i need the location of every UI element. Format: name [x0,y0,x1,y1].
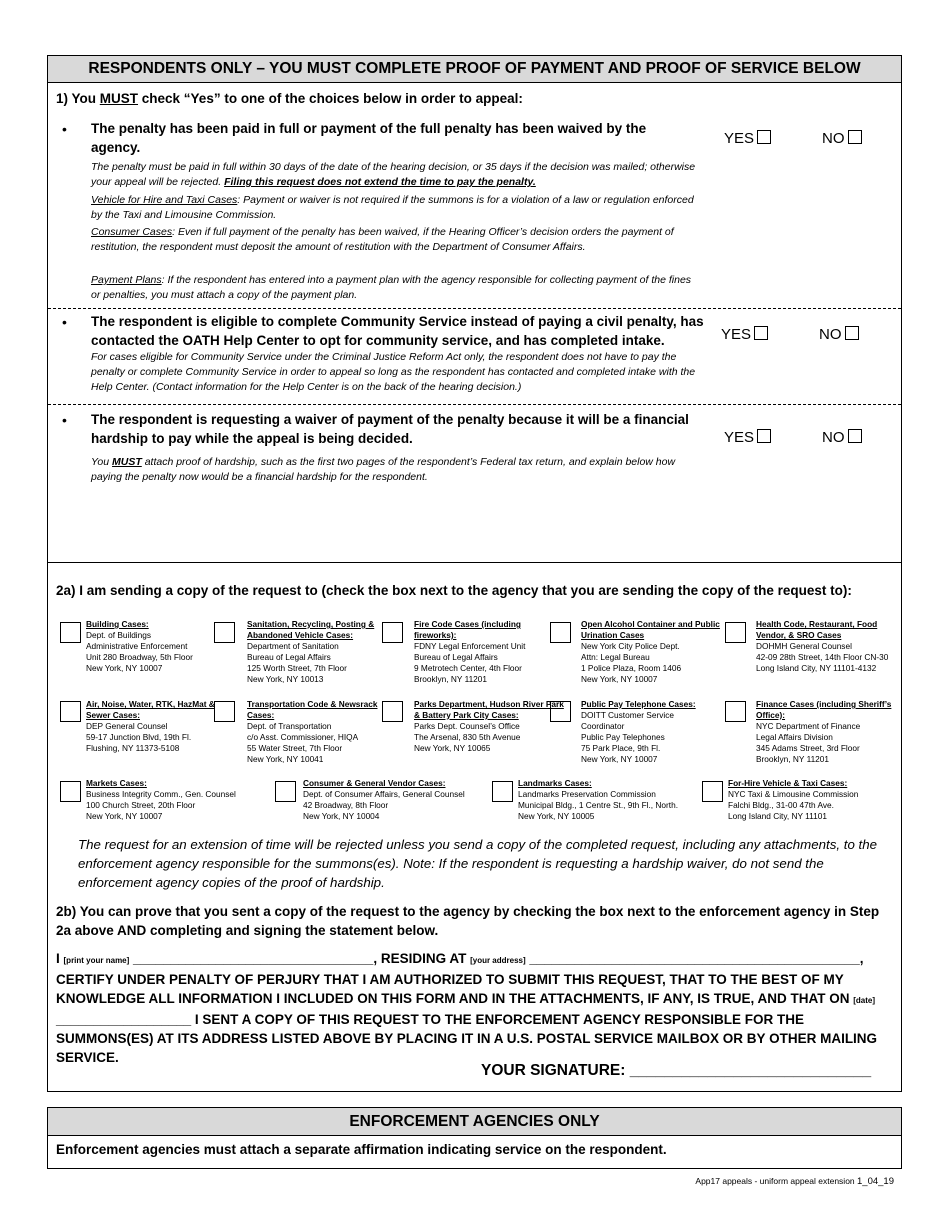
agency-address-line: New York, NY 10005 [518,811,595,821]
choice2-note: For cases eligible for Community Service under the Criminal Justice Reform Act only, the respondent does not have to pay the penalty or complete Community Service in order to appeal so long as the respondent has contacted and completed intake with the Help Center. (Contact information for the Help Center is on the back of the hearing decision.) [91,351,696,393]
agency-checkbox[interactable] [725,701,746,722]
agency-address-line: New York City Police Dept. [581,641,680,651]
agency-address-line: Municipal Bldg., 1 Centre St., 9th Fl., North. [518,800,679,810]
agency-address-line: Landmarks Preservation Commission [518,789,656,799]
choice3-yes-checkbox[interactable] [757,429,771,443]
agency-address [756,619,906,674]
choice3-no: NO [822,429,862,446]
agency-address-line: Brooklyn, NY 11201 [414,674,488,684]
choice1-yes-checkbox[interactable] [757,130,771,144]
agency-address-line: Flushing, NY 11373-5108 [86,743,180,753]
agency-address-line: Department of Sanitation [247,641,339,651]
agency-address-line: New York, NY 10007 [581,674,658,684]
bullet: • [62,121,67,137]
bullet: • [62,314,67,330]
agency-address-line: New York, NY 10041 [247,754,324,764]
agency-address-line: Parks Dept. Counsel’s Office [414,721,520,731]
choice3-yes: YES [724,429,771,446]
agency-address [581,619,731,685]
agency-address-line: Bureau of Legal Affairs [247,652,331,662]
agency-title: Markets Cases: [86,778,147,788]
agency-address-line: Falchi Bldg., 31-00 47th Ave. [728,800,834,810]
agency-title: Transportation Code & Newsrack Cases: [247,699,378,720]
bullet: • [62,412,67,428]
agency-address-line: New York, NY 10065 [414,743,491,753]
agency-title: Health Code, Restaurant, Food Vendor, & SRO Cases [756,619,878,640]
agency-address-line: Coordinator [581,721,625,731]
agency-checkbox[interactable] [382,622,403,643]
agency-address-line: Legal Affairs Division [756,732,833,742]
agency-address [247,699,397,765]
choice3-note: You MUST attach proof of hardship, such as the first two pages of the respondent’s Federal tax return, and explain below how paying the penalty now would be a financial hardship for the respondent. [91,456,676,483]
agency-address-line: The Arsenal, 830 5th Avenue [414,732,521,742]
agency-address-line: 1 Police Plaza, Room 1406 [581,663,682,673]
agency-checkbox[interactable] [492,781,513,802]
divider [48,308,901,309]
agency-title: Landmarks Cases: [518,778,592,788]
agency-address [756,699,906,765]
agency-title: Air, Noise, Water, RTK, HazMat & Sewer Cases: [86,699,215,720]
extension-note: The request for an extension of time will be rejected unless you send a copy of the completed request, including any attachments, to the enforcement agency responsible for the summons(es). Note: If the respondent is requesting a hardship waiver, do not send the enforcement agency copies of the proof of hardship. [78,837,878,890]
step2a-instruction: 2a) I am sending a copy of the request to (check the box next to the agency that you are sending the copy of the request to): [56,583,852,598]
agency-checkbox[interactable] [214,701,235,722]
choice1-note4: Payment Plans: If the respondent has entered into a payment plan with the agency responsible for collecting payment of the fines or penalties, you must attach a copy of the payment plan. [91,274,692,301]
choice2-yes-checkbox[interactable] [754,326,768,340]
agency-checkbox[interactable] [275,781,296,802]
address-field[interactable]: ____________________________________________ [525,951,860,966]
agency-address-line: Dept. of Consumer Affairs, General Counsel [303,789,465,799]
agency-address-line: 42 Broadway, 8th Floor [303,800,389,810]
choice1-note1: The penalty must be paid in full within 30 days of the date of the hearing decision, or 35 days if the decision was mailed; otherwise your appeal will be rejected. Filing this request does not extend the time to pay the penalty. [91,161,696,188]
agency-address-line: Attn: Legal Bureau [581,652,650,662]
choice2-yes: YES [721,326,768,343]
enforcement-section [47,1107,902,1169]
agency-checkbox[interactable] [550,701,571,722]
agency-checkbox[interactable] [550,622,571,643]
agency-address-line: NYC Department of Finance [756,721,861,731]
choice2-no: NO [819,326,859,343]
agency-checkbox[interactable] [702,781,723,802]
agency-checkbox[interactable] [214,622,235,643]
agency-title: Building Cases: [86,619,149,629]
agency-checkbox[interactable] [60,622,81,643]
agency-address-line: 9 Metrotech Center, 4th Floor [414,663,522,673]
name-field[interactable]: ________________________________ [129,951,374,966]
agency-address-line: Brooklyn, NY 11201 [756,754,830,764]
divider [48,404,901,405]
agency-address [518,778,718,822]
choice1-note3: Consumer Cases: Even if full payment of the penalty has been waived, if the Hearing Officer’s decision orders the payment of restitution, the respondent must deposit the amount of restitution with the Department of Consumer Affairs. [91,226,674,253]
agency-address-line: DOITT Customer Service [581,710,674,720]
agency-address-line: Business Integrity Comm., Gen. Counsel [86,789,236,799]
agency-title: Public Pay Telephone Cases: [581,699,696,709]
signature-line[interactable]: YOUR SIGNATURE: ____________________________ [481,1062,872,1079]
agency-checkbox[interactable] [60,701,81,722]
agency-title: Fire Code Cases (including fireworks): [414,619,521,640]
agency-address-line: New York, NY 10007 [86,663,163,673]
agency-address-line: New York, NY 10007 [581,754,658,764]
agency-address-line: 75 Park Place, 9th Fl. [581,743,661,753]
agency-title: Open Alcohol Container and Public Urination Cases [581,619,720,640]
choice1-yes: YES [724,130,771,147]
agency-address [303,778,503,822]
choice1-note2: Vehicle for Hire and Taxi Cases: Payment or waiver is not required if the summons is for a violation of a law or regulation enforced by the Taxi and Limousine Commission. [91,194,694,221]
agency-address-line: 55 Water Street, 7th Floor [247,743,343,753]
agency-title: Sanitation, Recycling, Posting & Abandoned Vehicle Cases: [247,619,375,640]
footer: App17 appeals - uniform appeal extension 1_04_19 [695,1176,894,1187]
choice1-no-checkbox[interactable] [848,130,862,144]
agency-address [414,699,564,754]
step2b-instruction: 2b) You can prove that you sent a copy of the request to the agency by checking the box next to the enforcement agency in Step 2a above AND completing and signing the statement below. [56,904,880,938]
agency-address-line: Long Island City, NY 11101 [728,811,828,821]
divider [48,562,901,563]
agency-address-line: c/o Asst. Commissioner, HIQA [247,732,359,742]
agency-address-line: Public Pay Telephones [581,732,665,742]
agency-address-line: FDNY Legal Enforcement Unit [414,641,526,651]
agency-address-line: Bureau of Legal Affairs [414,652,498,662]
agency-address-line: DOHMH General Counsel [756,641,852,651]
agency-address-line: 345 Adams Street, 3rd Floor [756,743,860,753]
agency-address-line: Dept. of Buildings [86,630,152,640]
agency-title: For-Hire Vehicle & Taxi Cases: [728,778,848,788]
choice3-title: The respondent is requesting a waiver of payment of the penalty because it will be a financial hardship to pay while the appeal is being decided. [91,412,689,446]
respondents-section [47,55,902,1092]
agency-address-line: Administrative Enforcement [86,641,188,651]
agency-title: Finance Cases (including Sheriff’s Office): [756,699,892,720]
agency-title: Consumer & General Vendor Cases: [303,778,446,788]
agency-address-line: New York, NY 10007 [86,811,163,821]
choice2-title: The respondent is eligible to complete Community Service instead of paying a civil penalty, has contacted the OATH Help Center to opt for community service, and has completed intake. [91,314,704,348]
agency-checkbox[interactable] [725,622,746,643]
choice1-no: NO [822,130,862,147]
agency-address-line: 125 Worth Street, 7th Floor [247,663,347,673]
agency-address-line: 42-09 28th Street, 14th Floor CN-30 [756,652,889,662]
enforcement-header: ENFORCEMENT AGENCIES ONLY [48,1108,901,1136]
agency-address-line: Long Island City, NY 11101-4132 [756,663,877,673]
agency-address-line: New York, NY 10004 [303,811,380,821]
agency-address-line: NYC Taxi & Limousine Commission [728,789,859,799]
agency-address-line: 59-17 Junction Blvd, 19th Fl. [86,732,192,742]
agency-address [247,619,397,685]
respondents-header: RESPONDENTS ONLY – YOU MUST COMPLETE PROOF OF PAYMENT AND PROOF OF SERVICE BELOW [48,56,901,83]
enforcement-text: Enforcement agencies must attach a separate affirmation indicating service on the respondent. [56,1142,667,1157]
agency-address [86,778,286,822]
agency-address-line: Unit 280 Broadway, 5th Floor [86,652,193,662]
agency-address [581,699,731,765]
agency-address [728,778,928,822]
agency-address-line: Dept. of Transportation [247,721,332,731]
date-field[interactable]: __________________ [56,1012,192,1027]
agency-title: Parks Department, Hudson River Park & Battery Park City Cases: [414,699,564,720]
agency-address-line: 100 Church Street, 20th Floor [86,800,196,810]
step1-instruction: 1) You MUST check “Yes” to one of the choices below in order to appeal: [56,91,523,106]
agency-checkbox[interactable] [60,781,81,802]
choice3-no-checkbox[interactable] [848,429,862,443]
agency-address [414,619,564,685]
agency-address-line: New York, NY 10013 [247,674,324,684]
choice1-title: The penalty has been paid in full or payment of the full penalty has been waived by the agency. [91,121,647,155]
agency-checkbox[interactable] [382,701,403,722]
agency-address-line: DEP General Counsel [86,721,168,731]
certification-statement: I [print your name] ________________________________, RESIDING AT [your address] ____________________________________________, CERTIFY UNDER PENALTY OF PERJURY THAT I AM AUTHORIZED TO SUBMIT THIS REQUEST, THAT TO THE BEST OF MY KNOWLEDGE ALL INFORMATION I INCLUDED ON THIS FORM AND IN THE ATTACHMENTS, IF ANY, IS TRUE, AND THAT ON [date] __________________ I SENT A COPY OF THIS REQUEST TO THE ENFORCEMENT AGENCY RESPONSIBLE FOR THE SUMMONS(ES) AT ITS ADDRESS LISTED ABOVE BY PLACING IT IN A U.S. POSTAL SERVICE MAILBOX OR BY OTHER MAILING SERVICE. [56,951,878,1065]
choice2-no-checkbox[interactable] [845,326,859,340]
